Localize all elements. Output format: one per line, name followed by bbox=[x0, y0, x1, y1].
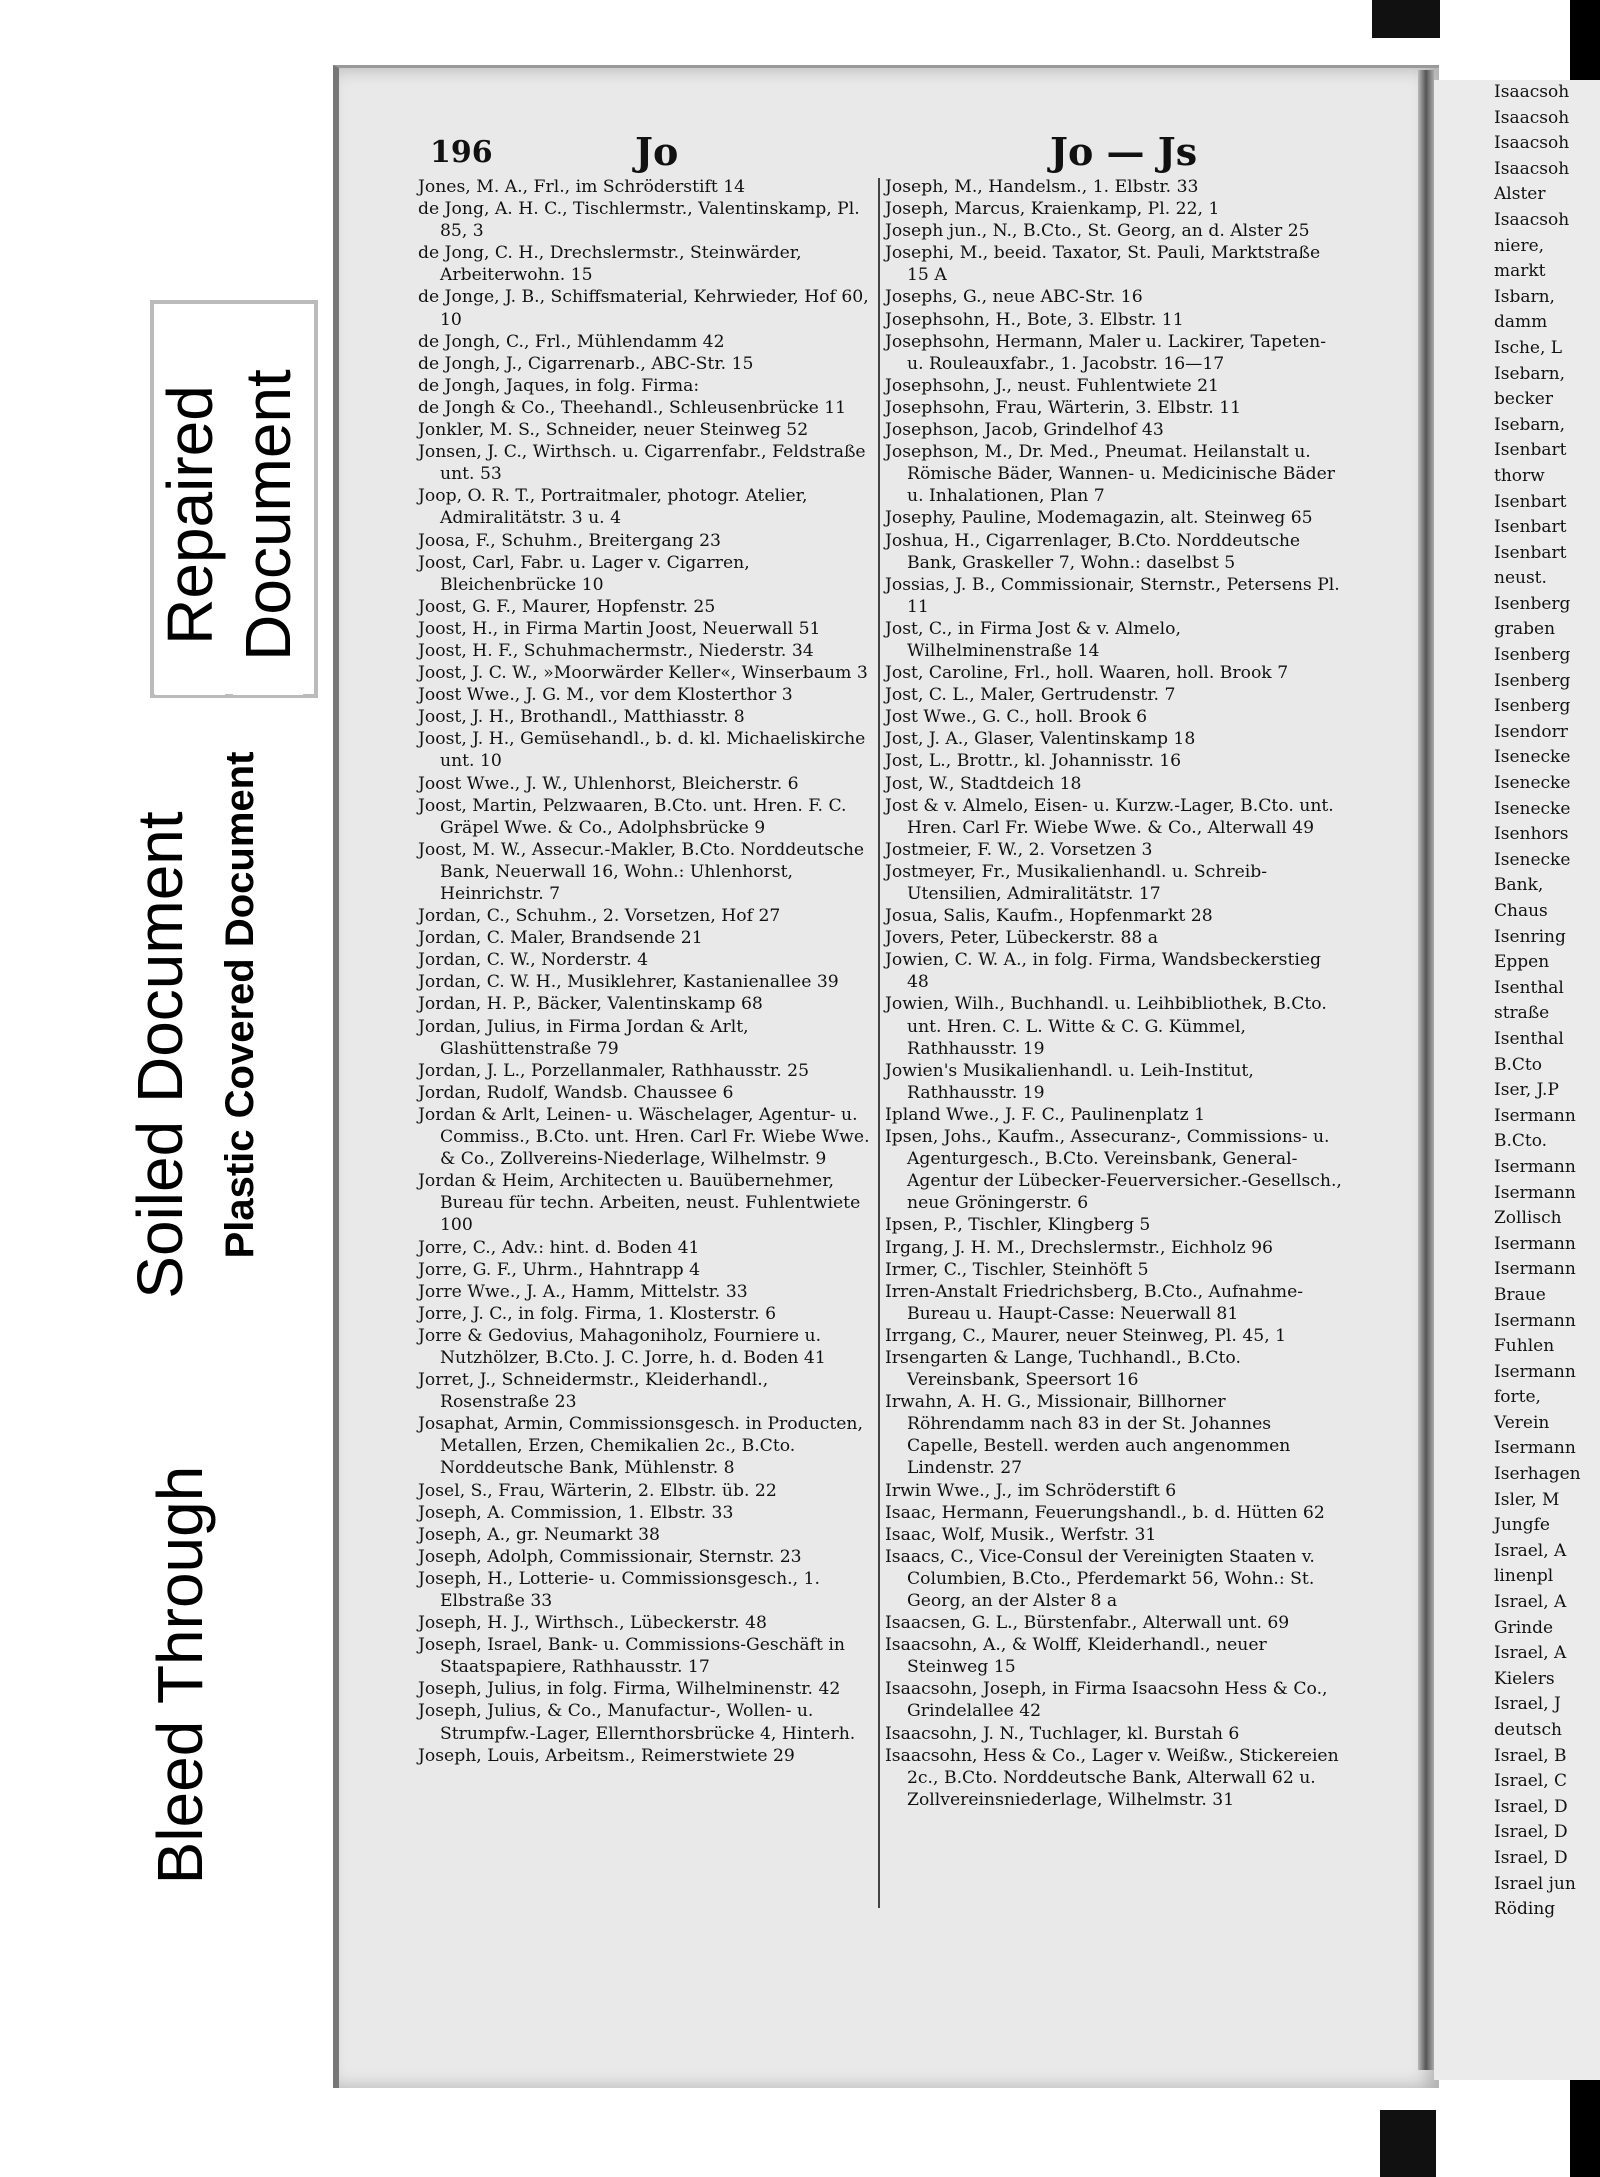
directory-entry: Jost, Caroline, Frl., holl. Waaren, holl. Brook 7 bbox=[885, 663, 1289, 684]
directory-entry: Joost Wwe., J. G. M., vor dem Klosterthor 3 bbox=[418, 685, 793, 706]
next-page-fragment: Israel, A bbox=[1494, 1540, 1567, 1561]
next-page-fragment: Isermann bbox=[1494, 1361, 1576, 1382]
directory-entry: Jovers, Peter, Lübeckerstr. 88 a bbox=[885, 928, 1159, 949]
next-page-fragment: thorw bbox=[1494, 465, 1545, 486]
directory-entry: Irwin Wwe., J., im Schröderstift 6 bbox=[885, 1480, 1177, 1501]
directory-entry: Isaacsohn, A., & Wolff, Kleiderhandl., neuer Steinweg 15 bbox=[885, 1635, 1267, 1678]
directory-entry: Jost, J. A., Glaser, Valentinskamp 18 bbox=[885, 729, 1196, 750]
directory-entry: Joseph jun., N., B.Cto., St. Georg, an d. Alster 25 bbox=[885, 221, 1310, 242]
directory-entry: de Jongh & Co., Theehandl., Schleusenbrücke 11 bbox=[418, 397, 847, 418]
next-page-fragment: Isenecke bbox=[1494, 798, 1571, 819]
next-page-fragment: Isaacsoh bbox=[1494, 158, 1570, 179]
directory-entry: Joost, J. H., Brothandl., Matthiasstr. 8 bbox=[418, 707, 745, 728]
header-right-keyword: Jo — Js bbox=[1050, 129, 1198, 174]
directory-entry: Jordan & Heim, Architecten u. Bauübernehmer, Bureau für techn. Arbeiten, neust. Fuhlentwiete 100 bbox=[418, 1171, 861, 1236]
directory-entry: Jost, W., Stadtdeich 18 bbox=[885, 773, 1082, 794]
column-divider bbox=[878, 178, 880, 1908]
repaired-label: Repaired bbox=[155, 335, 225, 695]
directory-entry: Joost, Carl, Fabr. u. Lager v. Cigarren, Bleichenbrücke 10 bbox=[418, 552, 750, 595]
next-page-fragment: linenpl bbox=[1494, 1566, 1554, 1587]
next-page-fragment: Israel, A bbox=[1494, 1643, 1567, 1664]
directory-entry: Jost, C. L., Maler, Gertrudenstr. 7 bbox=[885, 685, 1176, 706]
next-page-fragment: Isenthal bbox=[1494, 1028, 1564, 1049]
next-page-fragment: Isenbart bbox=[1494, 517, 1567, 538]
directory-entry: Joseph, A., gr. Neumarkt 38 bbox=[418, 1524, 660, 1545]
next-page-fragment: Isermann bbox=[1494, 1259, 1576, 1280]
next-page-fragment: neust. bbox=[1494, 568, 1547, 589]
right-column bbox=[885, 176, 1347, 1811]
directory-entry: Jostmeyer, Fr., Musikalienhandl. u. Schreib-Utensilien, Admiralitätstr. 17 bbox=[885, 861, 1268, 904]
next-page-fragment: damm bbox=[1494, 312, 1548, 333]
next-page-fragment: niere, bbox=[1494, 235, 1545, 256]
directory-entry: Joost, J. C. W., »Moorwärder Keller«, Winserbaum 3 bbox=[418, 663, 868, 684]
page-number: 196 bbox=[430, 135, 493, 170]
next-page-fragment: Isaacsoh bbox=[1494, 107, 1570, 128]
directory-entry: Joost, Martin, Pelzwaaren, B.Cto. unt. Hren. F. C. Gräpel Wwe. & Co., Adolphsbrücke 9 bbox=[418, 795, 847, 838]
directory-entry: Joost, H. F., Schuhmachermstr., Niederstr. 34 bbox=[418, 640, 814, 661]
next-page-fragment: Ische, L bbox=[1494, 337, 1563, 358]
soiled-document-label: Soiled Document bbox=[125, 705, 195, 1405]
directory-entry: Josel, S., Frau, Wärterin, 2. Elbstr. üb. 22 bbox=[418, 1480, 777, 1501]
directory-entry: Josephy, Pauline, Modemagazin, alt. Steinweg 65 bbox=[885, 508, 1313, 529]
next-page-edge bbox=[1434, 80, 1600, 2080]
next-page-fragment: Israel, C bbox=[1494, 1771, 1568, 1792]
directory-entry: Ipsen, Johs., Kaufm., Assecuranz-, Commissions- u. Agenturgesch., B.Cto. Vereinsbank, General-Agentur der Lübecker-Feuerversicher.-Gesellsch., neue Gröningerstr. 6 bbox=[885, 1127, 1342, 1214]
directory-entry: Joseph, Adolph, Commissionair, Sternstr. 23 bbox=[418, 1546, 802, 1567]
directory-entry: Ipsen, P., Tischler, Klingberg 5 bbox=[885, 1215, 1151, 1236]
directory-entry: Joop, O. R. T., Portraitmaler, photogr. Atelier, Admiralitätstr. 3 u. 4 bbox=[418, 486, 808, 529]
next-page-fragment: Zollisch bbox=[1494, 1208, 1562, 1229]
next-page-fragment: Israel, B bbox=[1494, 1745, 1567, 1766]
next-page-fragment: Isermann bbox=[1494, 1105, 1576, 1126]
next-page-fragment: Isenberg bbox=[1494, 593, 1571, 614]
directory-entry: Joseph, Marcus, Kraienkamp, Pl. 22, 1 bbox=[885, 199, 1220, 220]
directory-entry: Jonsen, J. C., Wirthsch. u. Cigarrenfabr., Feldstraße unt. 53 bbox=[418, 442, 866, 485]
directory-entry: Irwahn, A. H. G., Missionair, Billhorner Röhrendamm nach 83 in der St. Johannes Capelle, Bestell. werden auch angenommen Lindenstr. 27 bbox=[885, 1392, 1291, 1479]
repaired-document-label: Document bbox=[233, 335, 303, 695]
directory-entry: Joseph, Julius, in folg. Firma, Wilhelminenstr. 42 bbox=[418, 1679, 841, 1700]
directory-entry: Jordan, H. P., Bäcker, Valentinskamp 68 bbox=[418, 994, 763, 1015]
next-page-fragment: B.Cto bbox=[1494, 1054, 1542, 1075]
side-labels bbox=[0, 0, 310, 2177]
page-header bbox=[430, 129, 1350, 175]
next-page-fragment: Isenberg bbox=[1494, 645, 1571, 666]
book-spine bbox=[1418, 70, 1434, 2070]
next-page-fragment: Iser, J.P bbox=[1494, 1080, 1559, 1101]
directory-entry: Joseph, Louis, Arbeitsm., Reimerstwiete 29 bbox=[418, 1745, 795, 1766]
directory-entry: Josephsohn, H., Bote, 3. Elbstr. 11 bbox=[885, 309, 1184, 330]
directory-entry: Joseph, H., Lotterie- u. Commissionsgesch., 1. Elbstraße 33 bbox=[418, 1568, 820, 1611]
directory-entry: Jorret, J., Schneidermstr., Kleiderhandl., Rosenstraße 23 bbox=[418, 1370, 769, 1413]
next-page-fragment: Isermann bbox=[1494, 1156, 1576, 1177]
directory-entry: Jossias, J. B., Commissionair, Sternstr., Petersens Pl. 11 bbox=[885, 574, 1340, 617]
next-page-fragment: Eppen bbox=[1494, 952, 1550, 973]
directory-entry: Joseph, M., Handelsm., 1. Elbstr. 33 bbox=[885, 177, 1199, 197]
next-page-fragment: graben bbox=[1494, 619, 1556, 640]
next-page-fragment: Isenbart bbox=[1494, 440, 1567, 461]
next-page-fragment: Isenbart bbox=[1494, 491, 1567, 512]
next-page-fragment: deutsch bbox=[1494, 1720, 1562, 1740]
next-page-fragment: Isaacsoh bbox=[1494, 133, 1570, 154]
directory-entry: Joost Wwe., J. W., Uhlenhorst, Bleicherstr. 6 bbox=[418, 773, 799, 794]
next-page-fragment: Isbarn, bbox=[1494, 286, 1555, 307]
directory-entry: Josephi, M., beeid. Taxator, St. Pauli, Marktstraße 15 A bbox=[885, 243, 1321, 286]
next-page-fragment: Braue bbox=[1494, 1284, 1546, 1305]
next-page-fragment: Israel, D bbox=[1494, 1847, 1568, 1868]
next-page-fragment: Isenthal bbox=[1494, 977, 1564, 998]
next-page-fragment: Isenecke bbox=[1494, 849, 1571, 870]
directory-entry: de Jonge, J. B., Schiffsmaterial, Kehrwieder, Hof 60, 10 bbox=[418, 287, 869, 330]
directory-entry: Josaphat, Armin, Commissionsgesch. in Producten, Metallen, Erzen, Chemikalien 2c., B.Cto. Norddeutsche Bank, Mühlenstr. 8 bbox=[418, 1414, 863, 1479]
directory-entry: Irgang, J. H. M., Drechslermstr., Eichholz 96 bbox=[885, 1237, 1273, 1258]
directory-entry: Jowien's Musikalienhandl. u. Leih-Institut, Rathhausstr. 19 bbox=[885, 1060, 1254, 1103]
next-page-fragment: Alster bbox=[1494, 184, 1546, 205]
next-page-fragment: Iserhagen bbox=[1494, 1464, 1581, 1485]
directory-entry: Jordan, C. W. H., Musiklehrer, Kastanienallee 39 bbox=[418, 972, 839, 993]
directory-entry: Jorre, J. C., in folg. Firma, 1. Klosterstr. 6 bbox=[418, 1303, 777, 1324]
next-page-fragment: Isler, M bbox=[1494, 1489, 1560, 1510]
directory-entry: Jowien, C. W. A., in folg. Firma, Wandsbeckerstieg 48 bbox=[885, 950, 1322, 993]
next-page-fragment: Isaacsoh bbox=[1494, 209, 1570, 230]
directory-entry: Josephson, M., Dr. Med., Pneumat. Heilanstalt u. Römische Bäder, Wannen- u. Medicinische Bäder u. Inhalationen, Plan 7 bbox=[885, 442, 1335, 507]
directory-entry: Jordan, Rudolf, Wandsb. Chaussee 6 bbox=[418, 1082, 734, 1103]
directory-entry: de Jong, A. H. C., Tischlermstr., Valentinskamp, Pl. 85, 3 bbox=[418, 199, 860, 242]
directory-entry: Jordan, J. L., Porzellanmaler, Rathhausstr. 25 bbox=[418, 1060, 810, 1081]
directory-entry: Jordan & Arlt, Leinen- u. Wäschelager, Agentur- u. Commiss., B.Cto. unt. Hren. Carl Fr. Wiebe Wwe. & Co., Zollvereins-Niederlage, Wilhelmstr. 9 bbox=[418, 1104, 870, 1170]
directory-entry: Joost, M. W., Assecur.-Makler, B.Cto. Norddeutsche Bank, Neuerwall 16, Wohn.: Uhlenhorst, Heinrichstr. 7 bbox=[418, 839, 865, 904]
directory-entry: Jones, M. A., Frl., im Schröderstift 14 bbox=[418, 177, 746, 197]
directory-entry: Jonkler, M. S., Schneider, neuer Steinweg 52 bbox=[418, 420, 809, 441]
directory-entry: Jost Wwe., G. C., holl. Brook 6 bbox=[885, 707, 1148, 728]
directory-entry: Isaac, Hermann, Feuerungshandl., b. d. Hütten 62 bbox=[885, 1502, 1325, 1523]
next-page-fragment: Israel, A bbox=[1494, 1592, 1567, 1613]
black-tab-top bbox=[1372, 0, 1440, 38]
next-page-fragment: Röding bbox=[1494, 1899, 1556, 1920]
directory-entry: de Jongh, Jaques, in folg. Firma: bbox=[418, 375, 700, 396]
directory-entry: Isaacsohn, Hess & Co., Lager v. Weißw., Stickereien 2c., B.Cto. Norddeutsche Bank, Alterwall 62 u. Zollvereinsniederlage, Wilhelmstr. 31 bbox=[885, 1745, 1339, 1810]
next-page-fragment: Verein bbox=[1494, 1412, 1550, 1433]
directory-entry: Joost, G. F., Maurer, Hopfenstr. 25 bbox=[418, 596, 716, 617]
directory-entry: Ipland Wwe., J. F. C., Paulinenplatz 1 bbox=[885, 1104, 1206, 1125]
next-page-fragment: Isenring bbox=[1494, 926, 1566, 947]
next-page-fragment: Kielers bbox=[1494, 1668, 1555, 1689]
plastic-covered-label: Plastic Covered Document bbox=[215, 705, 265, 1305]
header-left-keyword: Jo bbox=[635, 129, 679, 174]
directory-entry: Jordan, Julius, in Firma Jordan & Arlt, Glashüttenstraße 79 bbox=[418, 1016, 749, 1059]
directory-entry: Joseph, H. J., Wirthsch., Lübeckerstr. 48 bbox=[418, 1613, 767, 1634]
directory-entry: Jorre Wwe., J. A., Hamm, Mittelstr. 33 bbox=[418, 1281, 748, 1302]
directory-entry: Jordan, C. W., Norderstr. 4 bbox=[418, 950, 649, 971]
directory-entry: Jorre, C., Adv.: hint. d. Boden 41 bbox=[418, 1237, 700, 1258]
directory-entry: Jordan, C., Schuhm., 2. Vorsetzen, Hof 27 bbox=[418, 906, 781, 927]
directory-entry: Josephson, Jacob, Grindelhof 43 bbox=[885, 420, 1164, 441]
directory-entry: Isaac, Wolf, Musik., Werfstr. 31 bbox=[885, 1524, 1157, 1545]
directory-entry: Jost, C., in Firma Jost & v. Almelo, Wilhelminenstraße 14 bbox=[885, 618, 1181, 661]
next-page-fragment: B.Cto. bbox=[1494, 1131, 1548, 1152]
next-page-fragment: Grinde bbox=[1494, 1617, 1554, 1638]
next-page-fragment: Isenberg bbox=[1494, 670, 1571, 691]
directory-entry: Joosa, F., Schuhm., Breitergang 23 bbox=[418, 530, 721, 551]
next-page-fragment: Isendorr bbox=[1494, 721, 1568, 742]
directory-entry: Jostmeier, F. W., 2. Vorsetzen 3 bbox=[885, 839, 1153, 860]
directory-entry: Isaacs, C., Vice-Consul der Vereinigten Staaten v. Columbien, B.Cto., Pferdemarkt 56, Wohn.: St. Georg, an der Alster 8 a bbox=[885, 1546, 1315, 1611]
directory-entry: Joshua, H., Cigarrenlager, B.Cto. Norddeutsche Bank, Graskeller 7, Wohn.: daselbst 5 bbox=[885, 530, 1301, 573]
next-page-fragment: Isebarn, bbox=[1494, 414, 1565, 435]
directory-entry: Irsengarten & Lange, Tuchhandl., B.Cto. Vereinsbank, Speersort 16 bbox=[885, 1347, 1241, 1391]
next-page-fragment: Isermann bbox=[1494, 1438, 1576, 1459]
directory-entry: Jost & v. Almelo, Eisen- u. Kurzw.-Lager, B.Cto. unt. Hren. Carl Fr. Wiebe Wwe. & Co., Alterwall 49 bbox=[885, 795, 1334, 838]
next-page-fragment: straße bbox=[1494, 1003, 1550, 1024]
next-page-fragment: Israel, J bbox=[1494, 1694, 1561, 1715]
directory-entry: Jost, L., Brottr., kl. Johannisstr. 16 bbox=[885, 751, 1182, 772]
directory-entry: de Jongh, J., Cigarrenarb., ABC-Str. 15 bbox=[418, 353, 754, 374]
black-tab-bottom bbox=[1380, 2110, 1436, 2177]
directory-entry: Joseph, A. Commission, 1. Elbstr. 33 bbox=[418, 1502, 734, 1523]
next-page-fragment: Israel, D bbox=[1494, 1796, 1568, 1817]
directory-entry: Josua, Salis, Kaufm., Hopfenmarkt 28 bbox=[885, 906, 1213, 927]
directory-entry: Jowien, Wilh., Buchhandl. u. Leihbibliothek, B.Cto. unt. Hren. C. L. Witte & C. G. Kümmel, Rathhausstr. 19 bbox=[885, 994, 1327, 1059]
directory-entry: Joost, H., in Firma Martin Joost, Neuerwall 51 bbox=[418, 618, 821, 639]
next-page-fragment: Isaacsoh bbox=[1494, 82, 1570, 102]
next-page-fragment: Isebarn, bbox=[1494, 363, 1565, 384]
directory-entry: de Jong, C. H., Drechslermstr., Steinwärder, Arbeiterwohn. 15 bbox=[418, 243, 802, 286]
directory-entry: Isaacsen, G. L., Bürstenfabr., Alterwall unt. 69 bbox=[885, 1613, 1290, 1634]
next-page-fragment: Isermann bbox=[1494, 1233, 1576, 1254]
next-page-fragment: Isenecke bbox=[1494, 747, 1571, 768]
directory-entry: Jordan, C. Maler, Brandsende 21 bbox=[418, 928, 703, 949]
directory-entry: Irren-Anstalt Friedrichsberg, B.Cto., Aufnahme-Bureau u. Haupt-Casse: Neuerwall 81 bbox=[885, 1281, 1304, 1324]
next-page-fragment: markt bbox=[1494, 261, 1546, 282]
directory-entry: Isaacsohn, J. N., Tuchlager, kl. Burstah 6 bbox=[885, 1723, 1240, 1744]
next-page-fragment: Isenberg bbox=[1494, 696, 1571, 717]
directory-entry: Irmer, C., Tischler, Steinhöft 5 bbox=[885, 1259, 1149, 1280]
next-page-fragment: Isenecke bbox=[1494, 773, 1571, 794]
directory-entry: Joost, J. H., Gemüsehandl., b. d. kl. Michaeliskirche unt. 10 bbox=[418, 729, 866, 772]
directory-entry: Josephsohn, J., neust. Fuhlentwiete 21 bbox=[885, 375, 1219, 396]
directory-entry: Josephsohn, Frau, Wärterin, 3. Elbstr. 11 bbox=[885, 397, 1242, 418]
next-page-fragment: Fuhlen bbox=[1494, 1336, 1555, 1357]
directory-entry: Josephsohn, Hermann, Maler u. Lackirer, Tapeten- u. Rouleauxfabr., 1. Jacobstr. 16—17 bbox=[885, 331, 1327, 374]
directory-entry: Irrgang, C., Maurer, neuer Steinweg, Pl. 45, 1 bbox=[885, 1325, 1287, 1346]
next-page-fragment: becker bbox=[1494, 389, 1553, 410]
next-page-fragment: Isermann bbox=[1494, 1310, 1576, 1331]
bleed-through-label: Bleed Through bbox=[145, 1325, 215, 2025]
next-page-fragment: Israel jun bbox=[1494, 1873, 1576, 1894]
directory-entry: Jorre, G. F., Uhrm., Hahntrapp 4 bbox=[418, 1259, 701, 1280]
directory-entry: Josephs, G., neue ABC-Str. 16 bbox=[885, 287, 1143, 308]
directory-entry: Joseph, Julius, & Co., Manufactur-, Wollen- u. Strumpfw.-Lager, Ellernthorsbrücke 4, Hinterh. bbox=[418, 1701, 856, 1744]
next-page-fragment: Bank, bbox=[1494, 875, 1544, 896]
next-page-fragment: Isermann bbox=[1494, 1182, 1576, 1203]
directory-entry: Jorre & Gedovius, Mahagoniholz, Fourniere u. Nutzhölzer, B.Cto. J. C. Jorre, h. d. Boden 41 bbox=[418, 1325, 826, 1368]
next-page-fragment: Isenbart bbox=[1494, 542, 1567, 563]
next-page-fragment: Isenhors bbox=[1494, 824, 1569, 845]
directory-entry: Joseph, Israel, Bank- u. Commissions-Geschäft in Staatspapiere, Rathhausstr. 17 bbox=[418, 1635, 845, 1678]
next-page-fragment: Israel, D bbox=[1494, 1822, 1568, 1843]
next-page-fragment: forte, bbox=[1494, 1387, 1541, 1408]
directory-entry: de Jongh, C., Frl., Mühlendamm 42 bbox=[418, 331, 725, 352]
next-page-fragment: Chaus bbox=[1494, 901, 1548, 921]
left-column bbox=[418, 176, 880, 1767]
next-page-fragment: Jungfe bbox=[1494, 1515, 1550, 1536]
directory-entry: Isaacsohn, Joseph, in Firma Isaacsohn Hess & Co., Grindelallee 42 bbox=[885, 1679, 1328, 1722]
